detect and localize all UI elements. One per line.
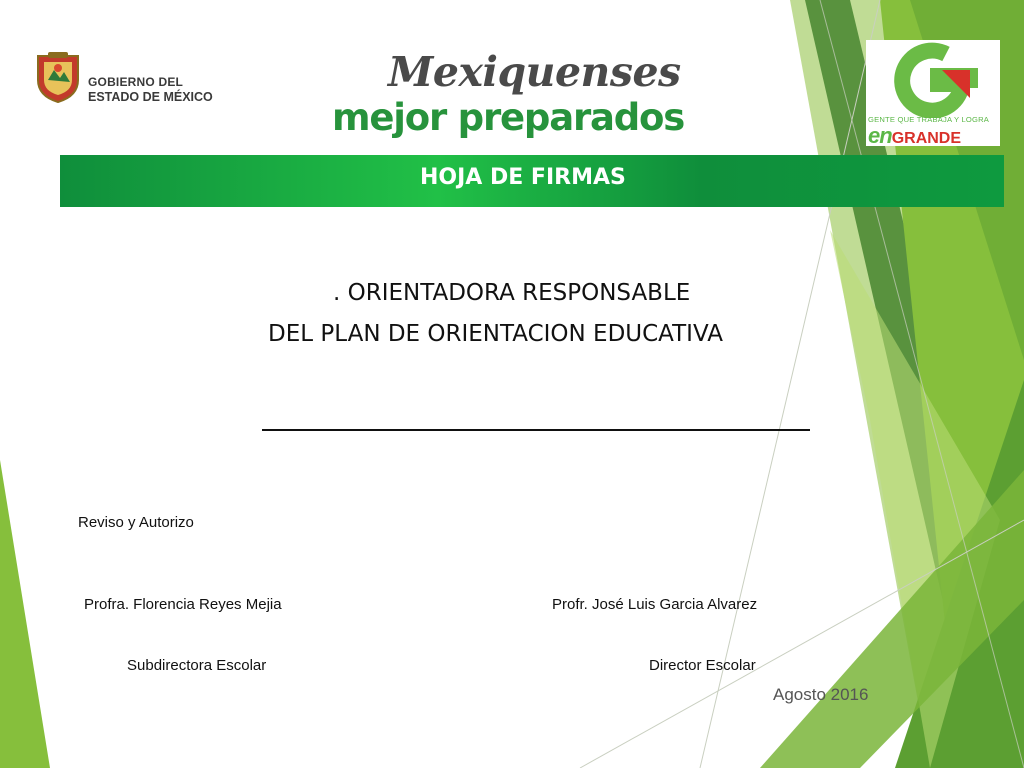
banner-title: HOJA DE FIRMAS <box>420 165 626 190</box>
gov-line-1: GOBIERNO DEL <box>88 75 184 89</box>
g-logo-icon <box>866 40 1000 118</box>
position-line-2: DEL PLAN DE ORIENTACION EDUCATIVA <box>268 321 723 347</box>
position-line-1: . ORIENTADORA RESPONSABLE <box>333 280 691 306</box>
gobierno-logo <box>34 50 224 106</box>
title-banner <box>60 155 1004 207</box>
engrande-tagline: GENTE QUE TRABAJA Y LOGRA <box>868 115 990 124</box>
engrande-grande: GRANDE <box>891 130 962 147</box>
engrande-logo <box>866 40 1000 146</box>
left-signer-name: Profra. Florencia Reyes Mejia <box>84 596 282 613</box>
coat-of-arms-icon <box>34 50 82 104</box>
gov-line-2: ESTADO DE MÉXICO <box>88 90 213 104</box>
slogan-logo <box>330 48 685 148</box>
review-label: Reviso y Autorizo <box>78 514 194 531</box>
engrande-wordmark <box>868 123 961 149</box>
right-signer-role: Director Escolar <box>649 657 756 674</box>
signature-line <box>262 429 810 431</box>
engrande-en: en <box>868 123 892 148</box>
left-signer-role: Subdirectora Escolar <box>127 657 267 674</box>
right-signer-name: Profr. José Luis Garcia Alvarez <box>552 596 758 613</box>
slogan-top: Mexiquenses <box>388 48 681 96</box>
slogan-bottom: mejor preparados <box>332 96 685 139</box>
date-label: Agosto 2016 <box>773 685 869 704</box>
